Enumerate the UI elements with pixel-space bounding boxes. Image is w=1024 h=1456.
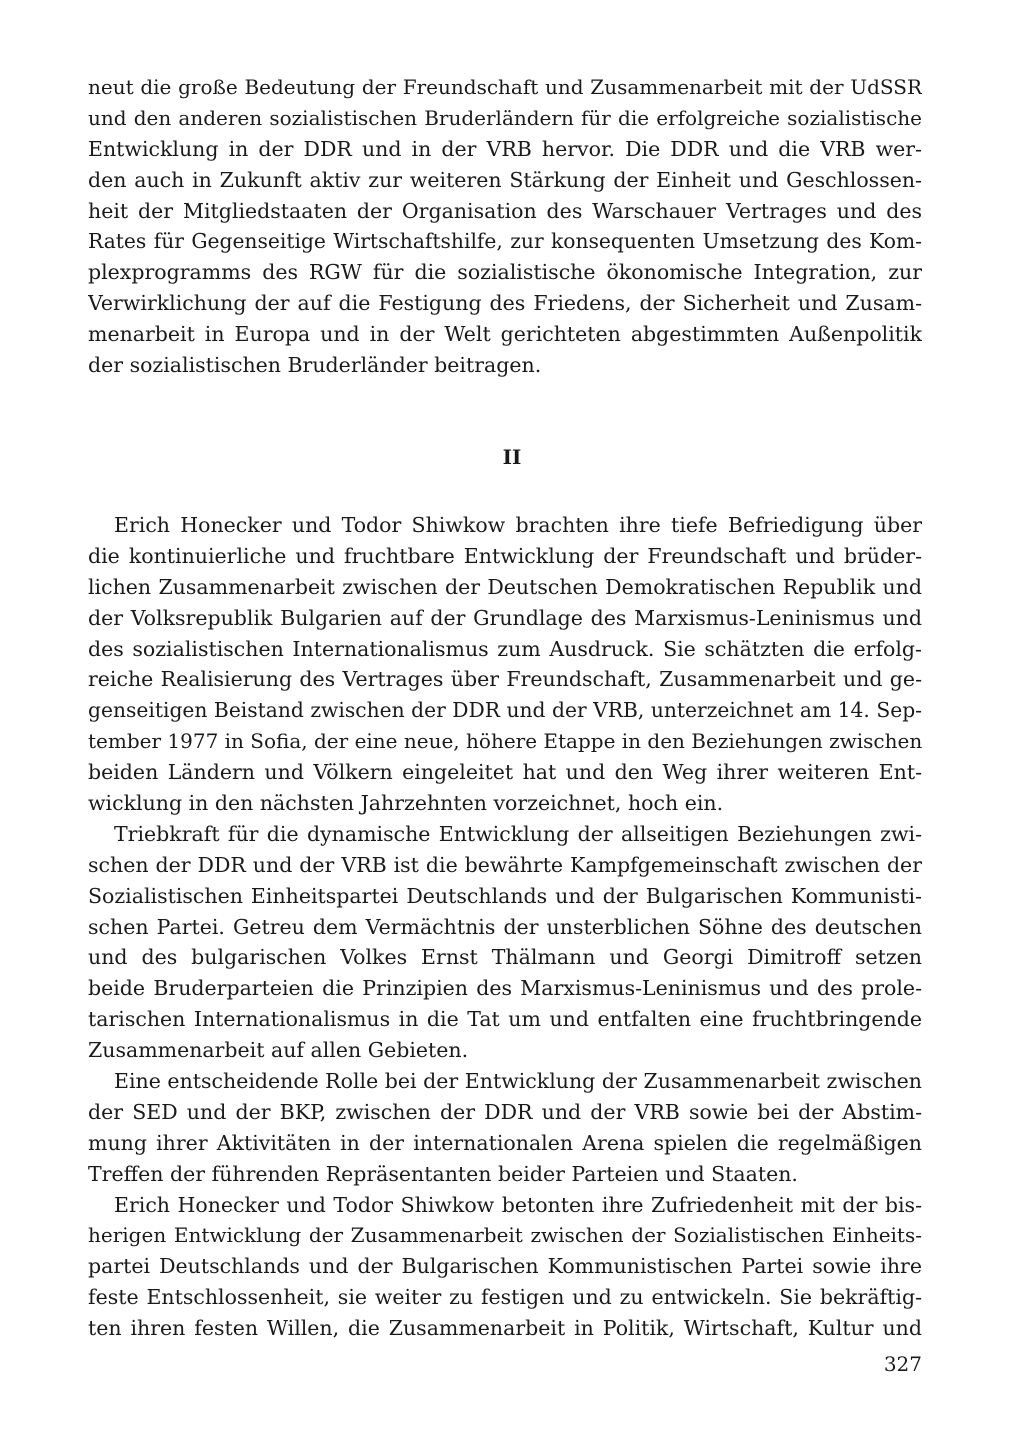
text-line: Treffen der führenden Repräsentanten beider Parteien und Staaten.	[88, 1161, 798, 1186]
text-line: den auch in Zukunft aktiv zur weiteren Stärkung der Einheit und Geschlossen-	[88, 167, 922, 192]
text-line: reiche Realisierung des Vertrages über Freundschaft, Zusammenarbeit und ge-	[88, 667, 922, 692]
text-line: mung ihrer Aktivitäten in der internationalen Arena spielen die regelmäßigen	[88, 1130, 922, 1155]
text-line: genseitigen Beistand zwischen der DDR und der VRB, unterzeichnet am 14. Sep-	[88, 698, 922, 723]
text-line: beiden Ländern und Völkern eingeleitet hat und den Weg ihrer weiteren Ent-	[88, 760, 922, 785]
text-line: die kontinuierliche und fruchtbare Entwicklung der Freundschaft und brüder-	[88, 543, 922, 568]
text-line: tarischen Internationalismus in die Tat um und entfalten eine fruchtbringende	[88, 1007, 922, 1032]
text-line: Rates für Gegenseitige Wirtschaftshilfe, zur konsequenten Umsetzung des Kom-	[88, 229, 922, 254]
text-line: feste Entschlossenheit, sie weiter zu festigen und zu entwickeln. Sie bekräftig-	[88, 1285, 922, 1310]
text-line: ten ihren festen Willen, die Zusammenarbeit in Politik, Wirtschaft, Kultur und	[88, 1316, 922, 1341]
text-line: der SED und der BKP, zwischen der DDR und der VRB sowie bei der Abstim-	[88, 1099, 922, 1124]
text-line: der Volksrepublik Bulgarien auf der Grundlage des Marxismus-Leninismus und	[88, 605, 922, 630]
text-line: und des bulgarischen Volkes Ernst Thälmann und Georgi Dimitroff setzen	[88, 945, 922, 970]
text-line: Erich Honecker und Todor Shiwkow betonten ihre Zufriedenheit mit der bis-	[114, 1192, 922, 1217]
text-line: Eine entscheidende Rolle bei der Entwicklung der Zusammenarbeit zwischen	[114, 1069, 922, 1094]
text-line: beide Bruderparteien die Prinzipien des Marxismus-Leninismus und des prole-	[88, 976, 922, 1001]
text-line: partei Deutschlands und der Bulgarischen Kommunistischen Partei sowie ihre	[88, 1254, 922, 1279]
text-line: tember 1977 in Sofia, der eine neue, höhere Etappe in den Beziehungen zwischen	[88, 729, 922, 754]
text-line: des sozialistischen Internationalismus zum Ausdruck. Sie schätzten die erfolg-	[88, 636, 922, 661]
text-line: und den anderen sozialistischen Bruderländern für die erfolgreiche sozialistische	[88, 105, 922, 130]
text-line: Sozialistischen Einheitspartei Deutschlands und der Bulgarischen Kommunisti-	[88, 883, 922, 908]
text-line: der sozialistischen Bruderländer beitragen.	[88, 353, 542, 378]
text-line: lichen Zusammenarbeit zwischen der Deutschen Demokratischen Republik und	[88, 574, 922, 599]
text-line: schen der DDR und der VRB ist die bewährte Kampfgemeinschaft zwischen der	[88, 852, 922, 877]
text-line: heit der Mitgliedstaaten der Organisation des Warschauer Vertrages und des	[88, 198, 922, 223]
text-line: wicklung in den nächsten Jahrzehnten vorzeichnet, hoch ein.	[88, 791, 724, 816]
text-line: menarbeit in Europa und in der Welt gerichteten abgestimmten Außenpolitik	[88, 322, 922, 347]
text-line: herigen Entwicklung der Zusammenarbeit zwischen der Sozialistischen Einheits-	[88, 1223, 922, 1248]
text-line: schen Partei. Getreu dem Vermächtnis der unsterblichen Söhne des deutschen	[88, 914, 922, 939]
page-number: 327	[883, 1352, 922, 1376]
section-heading: II	[502, 445, 522, 469]
text-line: Entwicklung in der DDR und in der VRB hervor. Die DDR und die VRB wer-	[88, 136, 922, 161]
text-line: neut die große Bedeutung der Freundschaft und Zusammenarbeit mit der UdSSR	[88, 75, 922, 99]
text-line: Erich Honecker und Todor Shiwkow brachten ihre tiefe Befriedigung über	[114, 513, 922, 537]
text-line: Verwirklichung der auf die Festigung des Friedens, der Sicherheit und Zusam-	[88, 291, 922, 316]
text-line: Zusammenarbeit auf allen Gebieten.	[88, 1038, 469, 1063]
intro-paragraph	[88, 72, 922, 381]
text-line: plexprogramms des RGW für die sozialistische ökonomische Integration, zur	[88, 260, 922, 285]
text-line: Triebkraft für die dynamische Entwicklung der allseitigen Beziehungen zwi-	[114, 821, 922, 846]
main-text	[88, 510, 922, 1344]
